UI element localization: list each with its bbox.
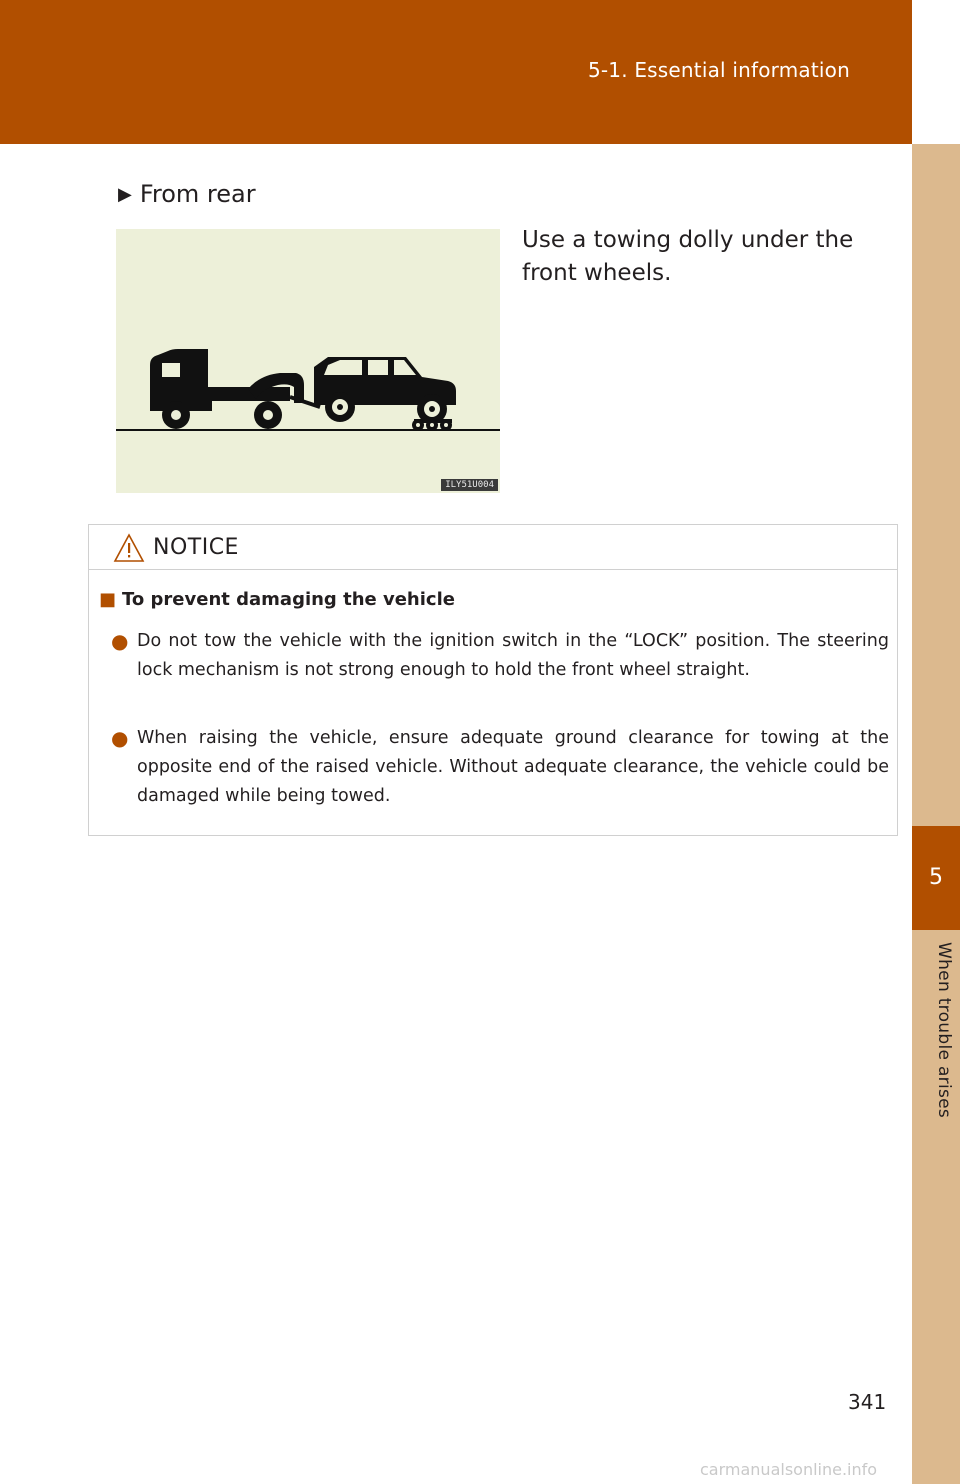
notice-subheading-text: To prevent damaging the vehicle — [122, 589, 455, 610]
notice-box — [88, 524, 898, 836]
towing-illustration — [116, 229, 500, 493]
description-text: Use a towing dolly under the front wheels. — [522, 227, 854, 286]
square-bullet-icon: ■ — [99, 589, 117, 610]
sub-heading — [118, 180, 256, 208]
triangle-right-icon: ▶ — [118, 184, 132, 205]
page-header — [0, 0, 912, 144]
notice-subheading — [99, 589, 455, 610]
page-number: 341 — [848, 1390, 887, 1414]
section-title: 5-1. Essential information — [587, 58, 850, 82]
chapter-title: When trouble arises — [934, 942, 954, 1119]
sub-heading-text: From rear — [139, 180, 256, 208]
notice-bullet-text: Do not tow the vehicle with the ignition switch in the “LOCK” position. The steering lock mechanism is not strong enough to hold the front wheel straight. — [137, 631, 889, 680]
figure-code: ILY51U004 — [441, 479, 498, 491]
chapter-side-tab — [912, 144, 960, 1484]
notice-title: NOTICE — [153, 535, 239, 560]
warning-triangle-icon — [113, 533, 145, 563]
notice-bullet — [111, 627, 889, 685]
bullet-dot-icon: ● — [111, 629, 129, 653]
watermark[interactable]: carmanualsonline.info — [700, 1460, 878, 1479]
chapter-number-tab[interactable]: 5 — [912, 826, 960, 930]
tow-truck-illustration — [116, 229, 500, 493]
notice-bullet — [111, 724, 889, 811]
notice-bullet-text: When raising the vehicle, ensure adequate ground clearance for towing at the opposite end of the raised vehicle. Without adequate clearance, the vehicle could be damaged while being towed. — [137, 728, 889, 806]
bullet-dot-icon: ● — [111, 726, 129, 750]
notice-header — [89, 525, 897, 570]
